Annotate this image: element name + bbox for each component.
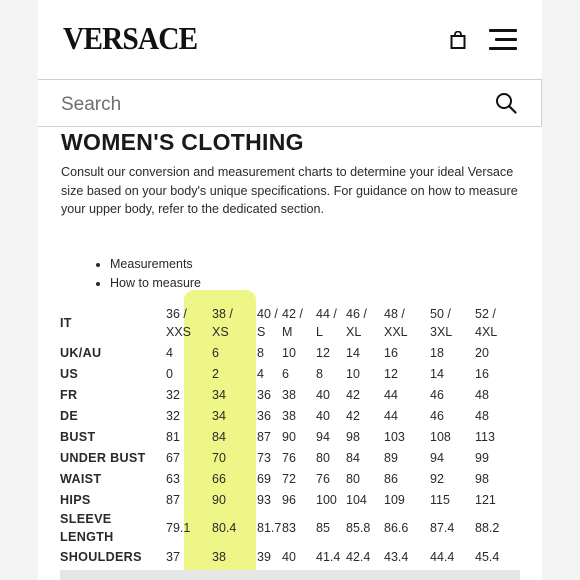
table-cell: 38 [282,408,296,423]
table-cell: 109 [384,492,405,507]
table-cell: 87 [166,492,180,507]
table-cell: 113 [475,429,495,444]
shopping-bag-icon[interactable] [450,31,466,49]
table-cell: 38 [282,387,296,402]
page-content [38,0,542,580]
table-cell: 81.7 [257,521,282,535]
table-cell: 84 [346,450,360,465]
table-cell: 2 [212,366,219,381]
table-cell: 34 [212,387,226,402]
table-cell: 121 [475,492,496,507]
table-cell: 10 [282,345,296,360]
table-cell: 40 [316,408,330,423]
table-cell: 46 [430,408,444,423]
table-cell: 94 [430,450,444,465]
table-cell: 48 [475,387,489,402]
table-cell: 14 [346,345,360,360]
table-cell: 98 [346,429,360,444]
row-label: UK/AU [60,345,102,360]
table-cell: 8 [316,366,323,381]
size-header-cell: 42 / M [282,307,303,339]
table-cell: 36 [257,408,271,423]
table-cell: 86.6 [384,521,409,535]
table-cell: 86 [384,471,398,486]
row-label: WAIST [60,471,102,486]
table-cell: 32 [166,408,180,423]
table-cell: 10 [346,366,360,381]
table-cell: 36 [257,387,271,402]
table-cell: 14 [430,366,444,381]
table-cell: 89 [384,450,398,465]
table-cell: 20 [475,345,489,360]
row-label: BUST [60,429,96,444]
search-input[interactable] [59,90,463,120]
table-cell: 80 [316,450,330,465]
table-cell: 0 [166,366,173,381]
table-cell: 6 [282,366,289,381]
table-row [60,489,505,510]
table-cell: 32 [166,387,180,402]
table-cell: 42 [346,387,360,402]
table-cell: 76 [316,471,330,486]
table-cell: 83 [282,521,296,535]
table-cell: 18 [430,345,444,360]
table-row [60,546,505,567]
row-label: DE [60,408,79,423]
row-label: UNDER BUST [60,450,146,465]
table-row [60,468,505,489]
table-cell: 90 [212,492,226,507]
section-links [90,255,201,293]
table-header-row [60,304,505,342]
row-label: HIPS [60,492,91,507]
table-cell: 4 [257,366,264,381]
search-icon[interactable] [495,92,517,114]
table-cell: 80 [346,471,360,486]
table-cell: 88.2 [475,521,500,535]
table-cell: 6 [212,345,219,360]
table-cell: 34 [212,408,226,423]
table-cell: 99 [475,450,489,465]
table-cell: 94 [316,429,330,444]
table-cell: 41.4 [316,549,341,564]
versace-logo[interactable]: VERSACE [63,20,198,56]
table-cell: 80.4 [212,521,237,535]
table-row [60,510,505,546]
table-cell: 44 [384,408,398,423]
table-cell: 98 [475,471,489,486]
row-label: IT [60,316,72,330]
table-cell: 16 [475,366,489,381]
size-header-cell: 52 / 4XL [475,307,498,339]
table-cell: 12 [384,366,398,381]
table-cell: 16 [384,345,398,360]
table-cell: 87 [257,429,271,444]
row-label: SLEEVE LENGTH [60,512,114,544]
page-title: WOMEN'S CLOTHING [61,129,304,155]
table-cell: 12 [316,345,330,360]
size-header-cell: 46 / XL [346,307,367,339]
table-cell: 85.8 [346,521,371,535]
table-cell: 48 [475,408,489,423]
table-cell: 40 [316,387,330,402]
table-cell: 96 [282,492,296,507]
table-cell: 92 [430,471,444,486]
table-cell: 93 [257,492,271,507]
table-row [60,426,505,447]
site-header [38,0,542,78]
size-header-cell: 36 / XXS [166,307,192,339]
table-cell: 85 [316,521,330,535]
table-cell: 70 [212,450,226,465]
table-row [60,384,505,405]
size-conversion-table [60,304,505,567]
row-label: SHOULDERS [60,549,142,564]
table-cell: 87.4 [430,521,455,535]
table-cell: 104 [346,492,367,507]
table-cell: 76 [282,450,296,465]
table-cell: 38 [212,549,226,564]
next-section-bar [60,570,520,580]
table-cell: 115 [430,492,450,507]
table-cell: 42.4 [346,549,371,564]
table-cell: 72 [282,471,296,486]
hamburger-menu-icon[interactable] [487,28,517,52]
table-row [60,363,505,384]
table-cell: 103 [384,429,405,444]
table-cell: 46 [430,387,444,402]
table-row [60,342,505,363]
table-cell: 69 [257,471,271,486]
table-cell: 66 [212,471,226,486]
row-label: FR [60,387,78,402]
measurements-link[interactable]: • Measurements [110,255,201,274]
table-cell: 40 [282,549,296,564]
table-cell: 42 [346,408,360,423]
table-cell: 90 [282,429,296,444]
table-cell: 100 [316,492,337,507]
size-header-cell: 48 / XXL [384,307,408,339]
table-cell: 67 [166,450,180,465]
table-cell: 44.4 [430,549,455,564]
table-cell: 44 [384,387,398,402]
search-bar [38,79,542,127]
table-cell: 73 [257,450,271,465]
table-cell: 8 [257,345,264,360]
table-row [60,447,505,468]
table-cell: 37 [166,549,180,564]
table-cell: 63 [166,471,180,486]
size-header-cell: 50 / 3XL [430,307,453,339]
table-cell: 39 [257,549,271,564]
size-header-cell: 38 / XS [212,307,233,339]
how-to-measure-link[interactable]: • How to measure [110,274,201,293]
table-cell: 84 [212,429,226,444]
table-cell: 79.1 [166,521,191,535]
table-cell: 43.4 [384,549,409,564]
table-row [60,405,505,426]
size-header-cell: 44 / L [316,307,337,339]
table-cell: 4 [166,345,173,360]
row-label: US [60,366,79,381]
table-cell: 45.4 [475,549,500,564]
table-cell: 108 [430,429,451,444]
size-header-cell: 40 / S [257,307,278,339]
intro-text: Consult our conversion and measurement charts to determine your ideal Versace size based on your body's unique specifications. For guidance on how to measure your upper body, refer to the dedicated section. [61,165,518,216]
table-cell: 81 [166,429,180,444]
